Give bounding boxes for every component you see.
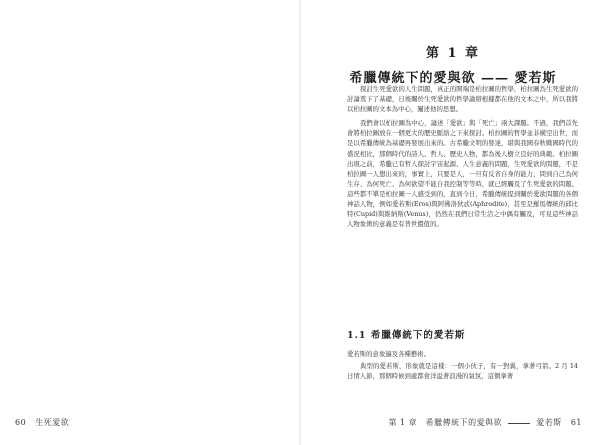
chapter-heading bbox=[318, 42, 588, 86]
left-running-head: 生死愛欲 bbox=[35, 418, 70, 427]
section-intro: 愛若斯的意象遍及各種藝術。 bbox=[347, 350, 431, 358]
paragraph: 探討生死愛欲的人生問題，真正的開端是柏拉圖的哲學，柏拉圖為生死愛欲的討論奠下了基礎，日後關於生死愛欲的哲學論辯根據都在他的文本之中，所以我將以柏拉圖的文本為中心，闡述他的思想。 bbox=[347, 85, 578, 114]
right-running-head-tail: 愛若斯 bbox=[536, 418, 562, 427]
right-page-number: 61 bbox=[570, 418, 582, 427]
paragraph: 我們會以柏拉圖為中心，論述「愛欲」與「死亡」兩大課題。不過，我們首先會將柏拉圖放在一個更大的歷史脈絡之下來探討。柏拉圖的哲學並非橫空出世，而是以希臘傳統為基礎再發展出來的。古希臘文明的發達，堪與我國春秋戰國時代的盛況相比，那個時代的詩人、哲人、歷史人物，都為後人樹立良好的典範。柏拉圖出現之前，希臘已有哲人探討宇宙起源、人生意義的問題，生死愛欲的問題，不是柏拉圖一人想出來的，事實上，只要是人，一旦有反省自身的能力，問到自己為何生存、為何死亡、為何欲望不能自我控制等等時，就已經觸及了生死愛欲的問題。這些都不單是柏拉圖一人感受到的，直到今日，希臘傳統提到關於愛欲問題的各個神話人物，例如愛若斯(Eros)與阿佛洛狄忒(Aphrodite)，甚至是羅馬傳統的邱比特(Cupid)與維納斯(Venus)，仍然在我們日常生活之中偶有觸及，可見這些神話人物象徵的意義是有普世價值的。 bbox=[347, 119, 578, 229]
right-page-footer bbox=[388, 417, 582, 428]
section-body bbox=[347, 349, 578, 383]
section-heading: 1.1 希臘傳統下的愛若斯 bbox=[347, 330, 466, 341]
chapter-title: 希臘傳統下的愛與欲 —— 愛若斯 bbox=[349, 71, 557, 86]
left-page-number: 60 bbox=[15, 418, 27, 427]
dash-rule bbox=[508, 423, 530, 424]
right-running-head: 第 1 章 希臘傳統下的愛與欲 bbox=[388, 418, 503, 427]
left-page-footer bbox=[15, 417, 69, 428]
paragraph: 典型的愛若斯，形象就是這樣：一個小伙子，有一對翼，拿著弓箭。2 月 14 日情人節，那個時候到處都會洋溢著浪漫的氣氛，這個拿著 bbox=[347, 362, 578, 381]
chapter-number: 第 1 章 bbox=[425, 46, 481, 61]
chapter-body bbox=[347, 84, 578, 233]
book-gutter bbox=[299, 0, 301, 445]
